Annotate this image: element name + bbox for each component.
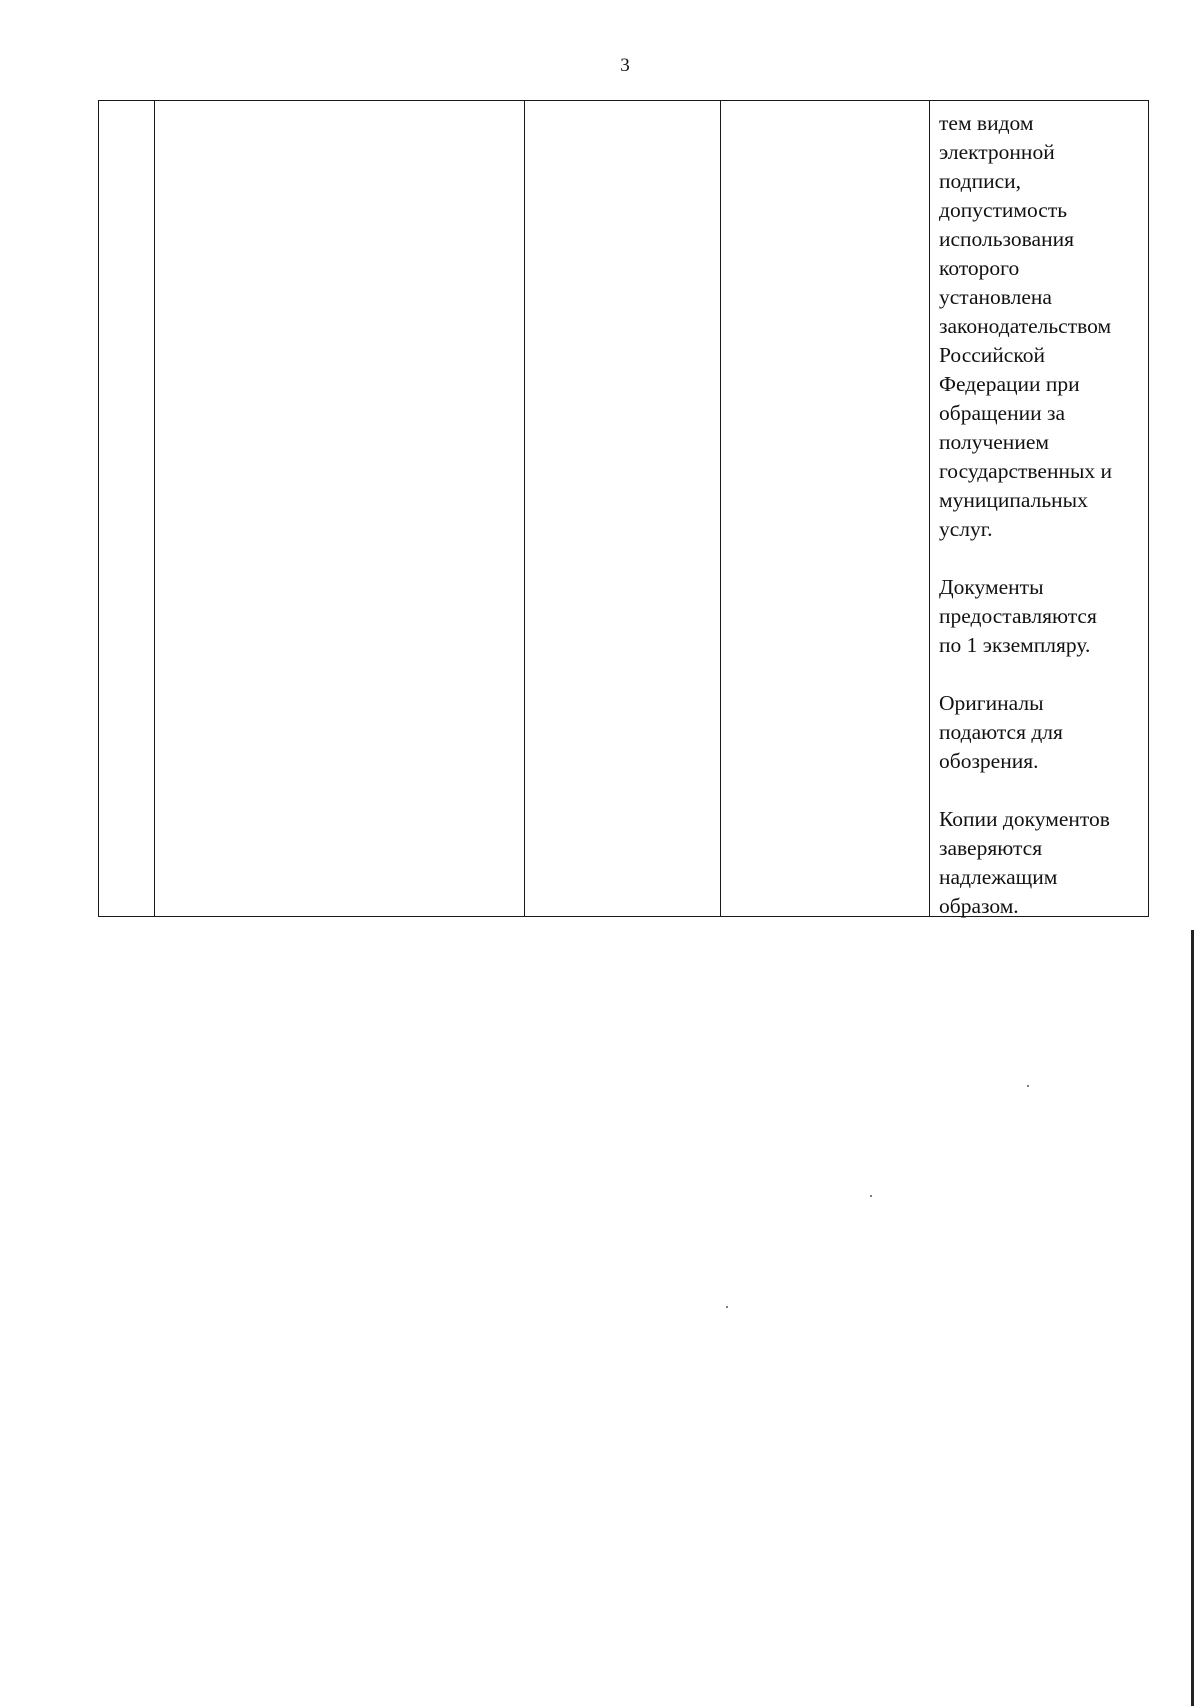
cell-paragraph-certification: Копии документов заверяются надлежащим образом. [939,807,1110,918]
table-column-divider [929,101,930,916]
cell-paragraph-signature: тем видом электронной подписи, допустимость использования которого установлена законодательством Российской Федерации при обращении за получением государственных и муниципальных услуг. [939,111,1113,541]
page-number: 3 [620,55,630,76]
scan-speck [1027,1085,1029,1087]
cell-paragraph-copies-count: Документы предоставляются по 1 экземпляру. [939,575,1097,657]
table-column-divider [524,101,525,916]
scan-speck [726,1306,728,1308]
table-column-divider [720,101,721,916]
document-table [98,100,1149,917]
scan-speck [870,1195,872,1197]
cell-paragraph-originals: Оригиналы подаются для обозрения. [939,691,1063,773]
table-column-divider [154,101,155,916]
scan-edge-line [1191,930,1194,1706]
table-cell-requirements [939,109,1144,921]
